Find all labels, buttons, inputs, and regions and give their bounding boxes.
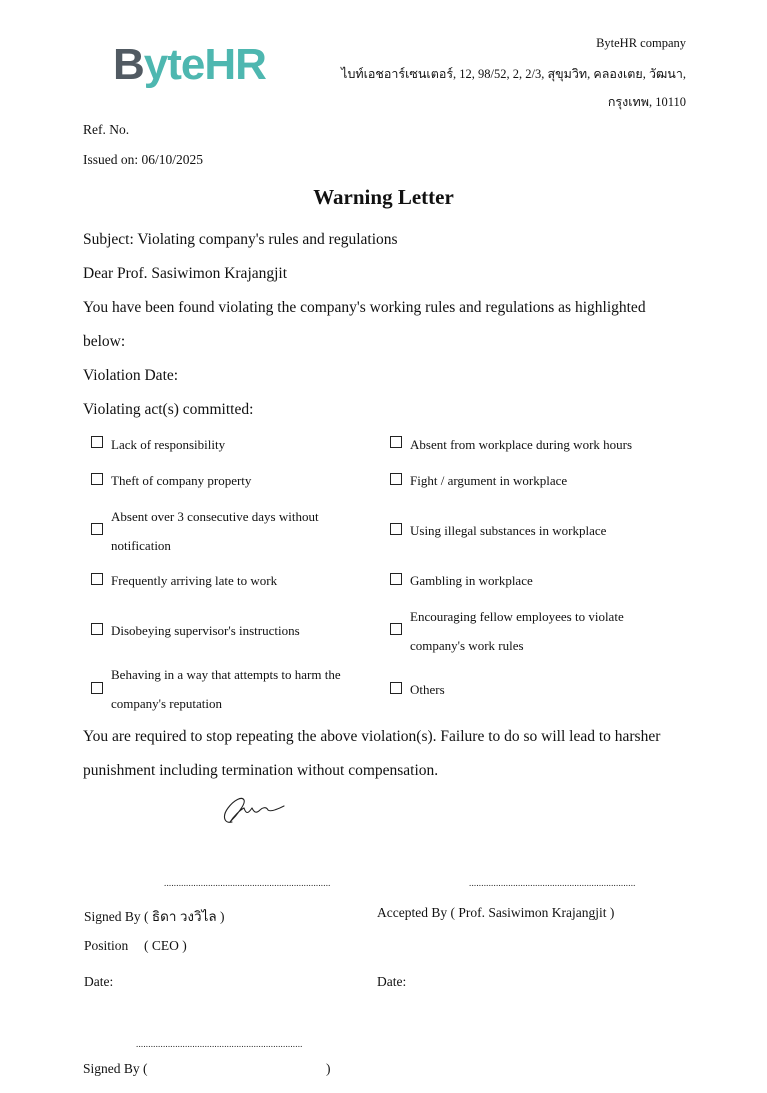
- checkbox[interactable]: [390, 436, 402, 448]
- violation-label-line: company's reputation: [111, 696, 223, 711]
- address-line-1: ไบท์เอชอาร์เซนเตอร์, 12, 98/52, 2, 2/3, สุขุมวิท, คลองเตย, วัฒนา,: [341, 67, 686, 81]
- position-value: ( CEO ): [144, 938, 187, 953]
- issued-on: Issued on: 06/10/2025: [83, 152, 203, 167]
- signature-line-right: ....................................................................: [469, 878, 636, 888]
- violation-label-line: notification: [111, 538, 171, 553]
- checkbox[interactable]: [91, 523, 103, 535]
- violation-label: Theft of company property: [111, 473, 252, 488]
- address-line-2: กรุงเทพ, 10110: [607, 95, 686, 109]
- checkbox[interactable]: [390, 573, 402, 585]
- date-right: Date:: [377, 974, 407, 989]
- signed-by-blank-open: Signed By (: [83, 1061, 148, 1076]
- violation-label: [410, 602, 624, 660]
- violation-label: Others: [410, 682, 445, 697]
- signature-line-left: ....................................................................: [164, 878, 331, 888]
- logo-part-yte: yte: [143, 40, 205, 89]
- handwritten-signature: [218, 792, 290, 830]
- violation-label-line: company's work rules: [410, 638, 524, 653]
- closing-line-1: You are required to stop repeating the above violation(s). Failure to do so will lead to harsher: [83, 728, 661, 745]
- checkbox[interactable]: [390, 473, 402, 485]
- intro-line-2: below:: [83, 333, 126, 350]
- violation-label-line: Absent over 3 consecutive days without: [111, 509, 319, 524]
- violation-label: [111, 660, 341, 718]
- accepted-by: Accepted By ( Prof. Sasiwimon Krajangjit ): [377, 905, 615, 920]
- checkbox[interactable]: [91, 682, 103, 694]
- salutation: Dear Prof. Sasiwimon Krajangjit: [83, 265, 288, 282]
- violation-label: Fight / argument in workplace: [410, 473, 568, 488]
- violation-label: Frequently arriving late to work: [111, 573, 278, 588]
- violation-label-line: Behaving in a way that attempts to harm the: [111, 667, 341, 682]
- company-address: [326, 60, 686, 116]
- logo-part-b: B: [113, 40, 144, 89]
- violation-label: Lack of responsibility: [111, 437, 226, 452]
- checkbox[interactable]: [390, 523, 402, 535]
- closing-line-2: punishment including termination without compensation.: [83, 762, 439, 779]
- checkbox[interactable]: [91, 573, 103, 585]
- violation-label: Absent from workplace during work hours: [410, 437, 633, 452]
- date-left: Date:: [84, 974, 114, 989]
- letter-title: Warning Letter: [313, 185, 454, 209]
- company-name: ByteHR company: [596, 36, 686, 50]
- checkbox[interactable]: [91, 623, 103, 635]
- signature-line-bottom: ....................................................................: [136, 1039, 303, 1049]
- intro-line-1: You have been found violating the company's working rules and regulations as highlighted: [83, 299, 646, 316]
- subject: Subject: Violating company's rules and regulations: [83, 231, 398, 248]
- checkbox[interactable]: [91, 473, 103, 485]
- violation-label: Gambling in workplace: [410, 573, 533, 588]
- signed-by-blank-close: ): [326, 1061, 331, 1076]
- checkbox[interactable]: [91, 436, 103, 448]
- violation-label: Disobeying supervisor's instructions: [111, 623, 300, 638]
- violation-label-line: Encouraging fellow employees to violate: [410, 609, 624, 624]
- ref-no: Ref. No.: [83, 122, 130, 137]
- position-label: Position: [84, 938, 129, 953]
- violation-label: Using illegal substances in workplace: [410, 523, 607, 538]
- logo-part-hr: HR: [204, 40, 266, 89]
- violation-label: [111, 502, 319, 560]
- violation-date: Violation Date:: [83, 367, 179, 384]
- acts-label: Violating act(s) committed:: [83, 401, 254, 418]
- checkbox[interactable]: [390, 682, 402, 694]
- signed-by: Signed By ( ธิดา วงวิไล ): [84, 909, 225, 924]
- company-logo: [113, 38, 266, 92]
- checkbox[interactable]: [390, 623, 402, 635]
